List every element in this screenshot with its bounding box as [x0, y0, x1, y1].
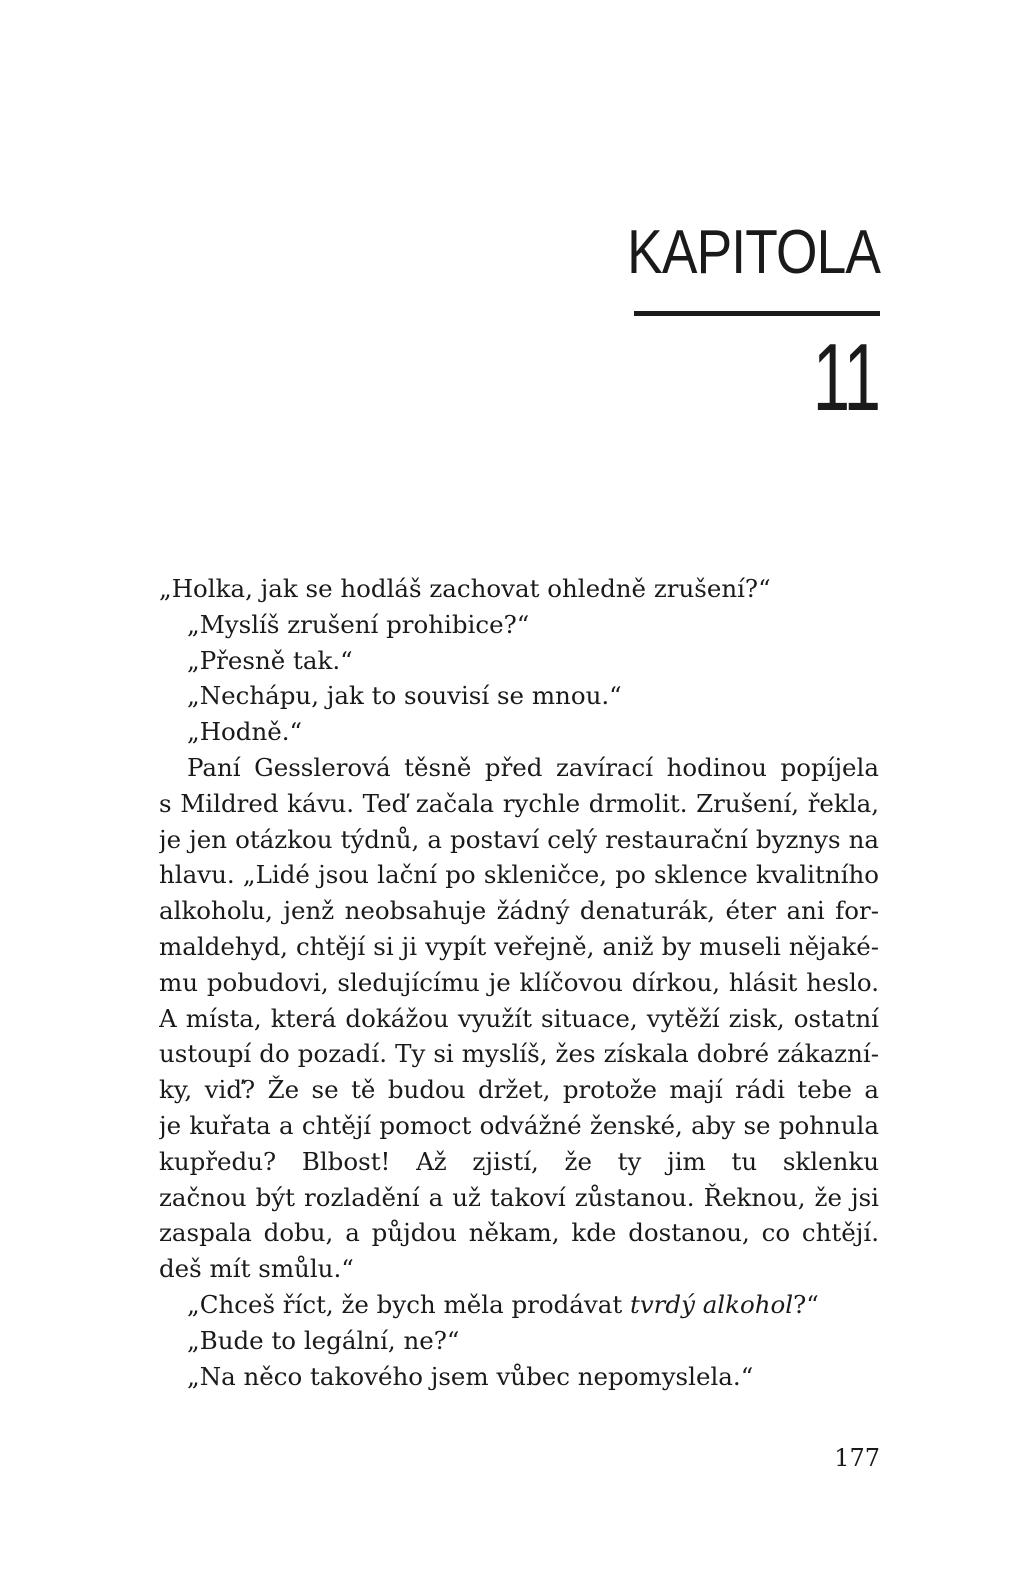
italic-phrase: tvrdý alkohol — [629, 1289, 794, 1319]
text-line — [159, 1287, 879, 1323]
text-line: „Přesně tak.“ — [187, 645, 353, 675]
text-line: mu pobudovi, sledujícímu je klíčovou dírkou, hlásit heslo. — [159, 967, 879, 997]
text-line: „Nechápu, jak to souvisí se mnou.“ — [187, 681, 622, 711]
text-line: „Myslíš zrušení prohibice?“ — [187, 609, 530, 639]
text-line: „Na něco takového jsem vůbec nepomyslela.“ — [187, 1361, 754, 1391]
text-line: ky, viď? Že se tě budou držet, protože mají rádi tebe a — [159, 1075, 879, 1105]
text-line: s Mildred kávu. Teď začala rychle drmolit. Zrušení, řekla, — [159, 788, 879, 818]
text-line: „Holka, jak se hodláš zachovat ohledně zrušení?“ — [159, 574, 771, 603]
text-line: je jen otázkou týdnů, a postaví celý restaurační byznys na — [159, 824, 879, 854]
text-line: ustoupí do pozadí. Ty si myslíš, žes získala dobré zákazní- — [159, 1039, 879, 1069]
text-line: kupředu? Blbost! Až zjistí, že ty jim tu sklenku — [159, 1146, 879, 1176]
text-line: A místa, která dokážou využít situace, vytěží zisk, ostatní — [159, 1003, 879, 1033]
chapter-heading-label: KAPITOLA — [627, 218, 880, 287]
text-line: alkoholu, jenž neobsahuje žádný denaturák, éter ani for- — [159, 896, 879, 926]
text-line: hlavu. „Lidé jsou lační po skleničce, po sklence kvalitního — [159, 860, 879, 890]
chapter-number: 11 — [813, 324, 880, 431]
text-line: je kuřata a chtějí pomoct odvážné ženské, aby se pohnula — [159, 1110, 879, 1140]
text-line: začnou být rozladění a už takoví zůstanou. Řeknou, že jsi — [159, 1182, 879, 1212]
text-line: „Bude to legální, ne?“ — [187, 1325, 460, 1355]
text-span: „Chceš říct, že bych měla prodávat — [187, 1289, 630, 1319]
body-text — [159, 571, 879, 1394]
text-line: Paní Gesslerová těsně před zavírací hodinou popíjela — [187, 752, 879, 782]
text-line: maldehyd, chtějí si ji vypít veřejně, aniž by museli nějaké- — [159, 931, 879, 961]
text-line: zaspala dobu, a půjdou někam, kde dostanou, co chtějí. — [159, 1218, 879, 1248]
page-number: 177 — [834, 1444, 880, 1472]
text-span: ?“ — [793, 1289, 819, 1319]
chapter-heading-rule — [634, 311, 880, 316]
text-line: deš mít smůlu.“ — [159, 1254, 354, 1284]
text-line: „Hodně.“ — [187, 717, 303, 747]
